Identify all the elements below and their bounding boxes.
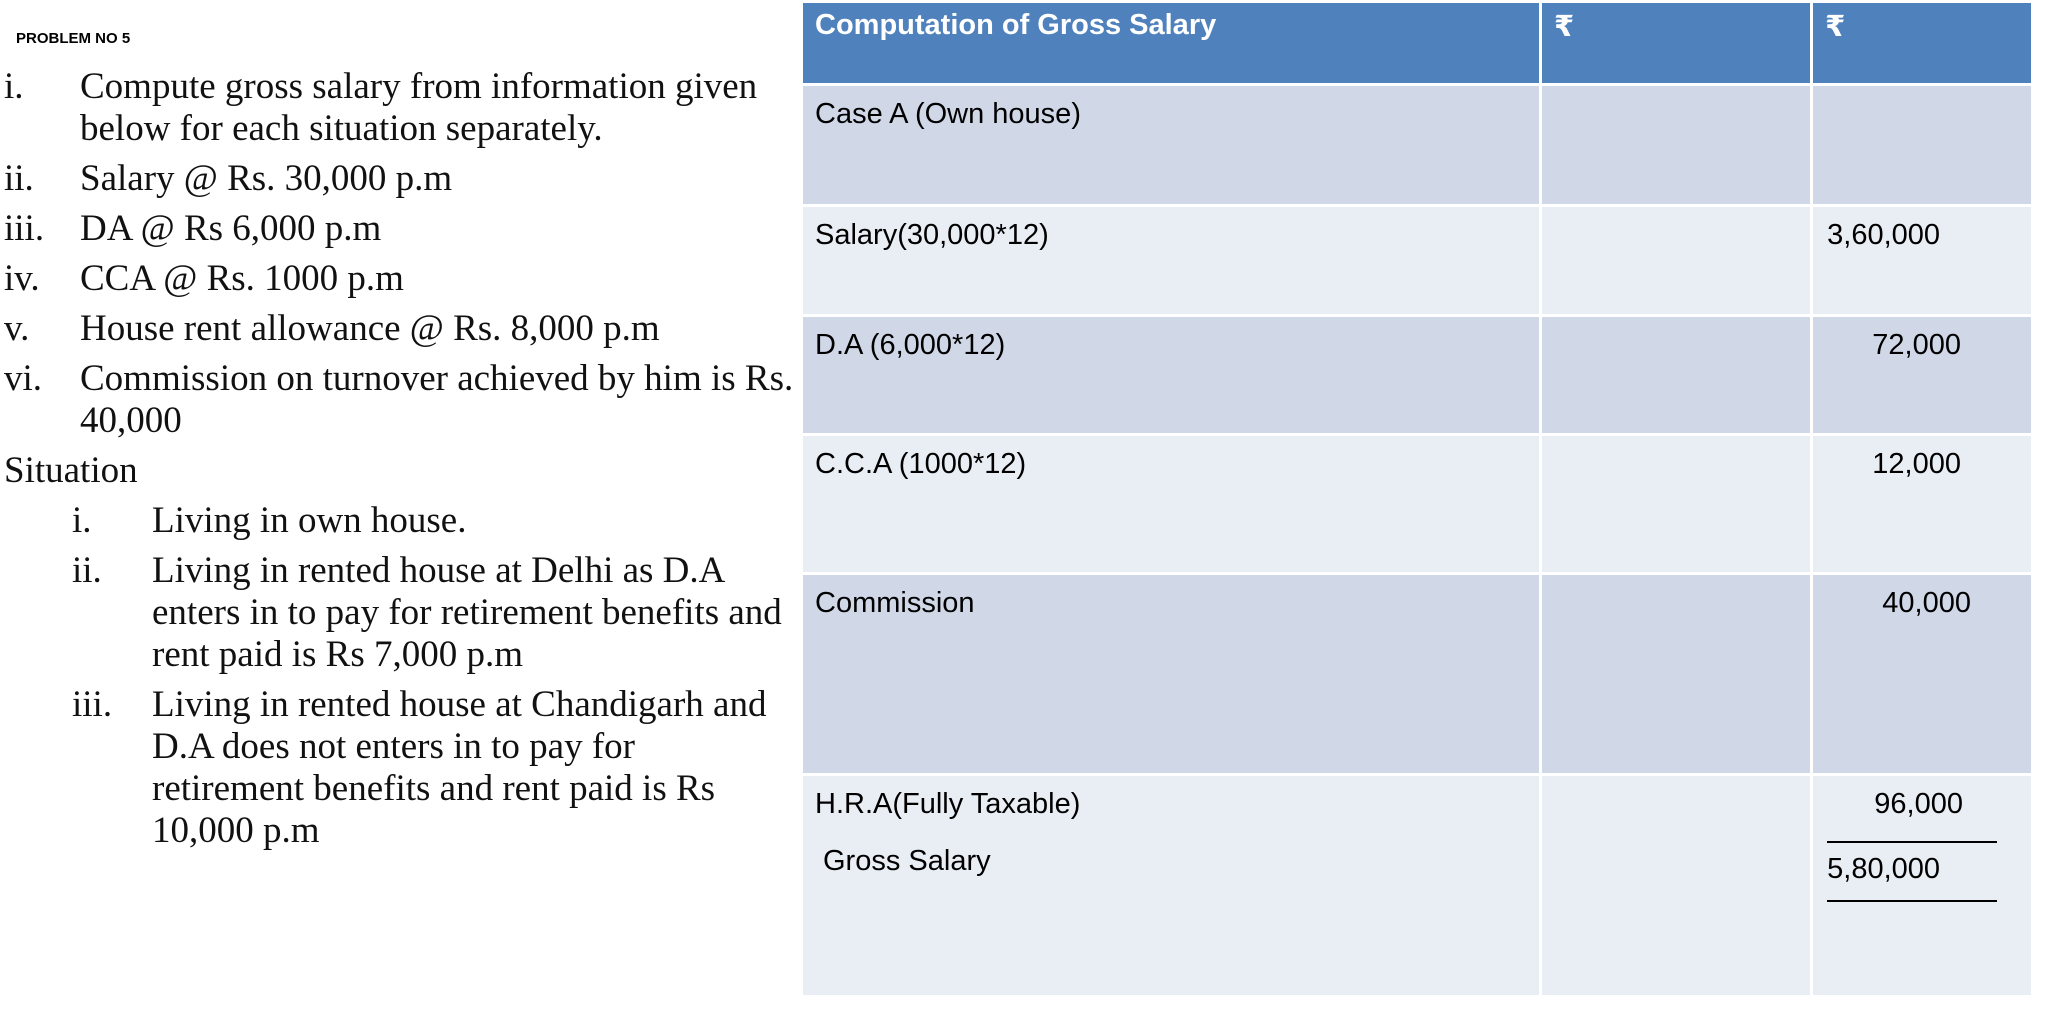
row-label-cell [802, 316, 1541, 435]
empty-cell [1541, 574, 1812, 775]
item-text: Compute gross salary from information given below for each situation separately. [80, 66, 758, 149]
empty-cell [1541, 775, 1812, 997]
row-value [1542, 436, 1810, 448]
row-value [1542, 317, 1810, 329]
item-text: DA @ Rs 6,000 p.m [80, 208, 382, 249]
row-label-cell [802, 574, 1541, 775]
row-value [1542, 86, 1810, 98]
row-label: H.R.A(Fully Taxable) [815, 788, 1081, 820]
row-amount: 3,60,000 [1827, 219, 1941, 251]
table-row [802, 435, 2033, 574]
row-amount: 96,000 [1874, 788, 1963, 820]
gross-salary-amount: 5,80,000 [1827, 853, 1941, 885]
amount-cell [1812, 85, 2033, 206]
item-text: Salary @ Rs. 30,000 p.m [80, 158, 453, 199]
row-label-cell [802, 206, 1541, 316]
item-number: iii. [4, 208, 45, 249]
subtotal-rule [1827, 841, 1997, 843]
item-number: iv. [4, 258, 40, 299]
item-number: ii. [72, 550, 102, 591]
row-label-cell [802, 85, 1541, 206]
row-value [1542, 575, 1810, 587]
row-amount: 12,000 [1872, 448, 1961, 480]
list-item [72, 550, 794, 676]
amount-cell [1812, 206, 2033, 316]
empty-cell [1541, 85, 1812, 206]
total-rule [1827, 900, 1997, 902]
currency-header-cell [1541, 2, 1812, 85]
amount-cell [1812, 574, 2033, 775]
situation-heading: Situation [4, 450, 138, 491]
item-text: CCA @ Rs. 1000 p.m [80, 258, 404, 299]
list-item [4, 258, 794, 300]
list-item [4, 158, 794, 200]
item-text: Living in rented house at Chandigarh and D.A does not enters in to pay for retirement benefits and rent paid is Rs 10,000 p.m [152, 684, 767, 851]
row-amount [1813, 86, 2031, 98]
list-item [4, 308, 794, 350]
table-title: Computation of Gross Salary [815, 9, 1217, 41]
problem-statement [4, 66, 794, 860]
row-amount: 40,000 [1882, 587, 1971, 619]
table-row [802, 206, 2033, 316]
currency-symbol: ₹ [1554, 11, 1575, 43]
table-row [802, 85, 2033, 206]
item-number: iii. [72, 684, 113, 725]
item-number: vi. [4, 358, 43, 399]
row-label-cell [802, 775, 1541, 997]
row-label: Salary(30,000*12) [815, 219, 1049, 251]
currency-header-cell [1812, 2, 2033, 85]
row-value [1542, 776, 1810, 788]
table-row [802, 316, 2033, 435]
computation-table [800, 0, 2034, 998]
row-label: Case A (Own house) [815, 98, 1081, 130]
row-label: D.A (6,000*12) [815, 329, 1006, 361]
item-number: i. [4, 66, 24, 107]
table-row [802, 574, 2033, 775]
row-label: C.C.A (1000*12) [815, 448, 1027, 480]
item-text: Living in rented house at Delhi as D.A enters in to pay for retirement benefits and rent paid is Rs 7,000 p.m [152, 550, 782, 675]
amount-cell [1812, 316, 2033, 435]
empty-cell [1541, 206, 1812, 316]
situation-list [4, 500, 794, 852]
list-item [4, 208, 794, 250]
row-label-cell [802, 435, 1541, 574]
row-label: Commission [815, 587, 975, 619]
amount-cell [1812, 435, 2033, 574]
amount-cell [1812, 775, 2033, 997]
item-number: i. [72, 500, 92, 541]
empty-cell [1541, 316, 1812, 435]
currency-symbol: ₹ [1825, 11, 1846, 43]
list-item [72, 500, 794, 542]
item-text: Living in own house. [152, 500, 467, 541]
row-value [1542, 207, 1810, 219]
item-text: House rent allowance @ Rs. 8,000 p.m [80, 308, 660, 349]
row-amount: 72,000 [1872, 329, 1961, 361]
slide-title: PROBLEM NO 5 [16, 30, 131, 47]
gross-salary-label: Gross Salary [823, 845, 991, 877]
item-text: Commission on turnover achieved by him is Rs. 40,000 [80, 358, 794, 441]
table-row [802, 775, 2033, 997]
item-number: v. [4, 308, 30, 349]
table-header-row [802, 2, 2033, 85]
empty-cell [1541, 435, 1812, 574]
list-item [4, 66, 794, 150]
list-item [72, 684, 794, 852]
list-item [4, 358, 794, 442]
table-title-cell [802, 2, 1541, 85]
item-number: ii. [4, 158, 34, 199]
